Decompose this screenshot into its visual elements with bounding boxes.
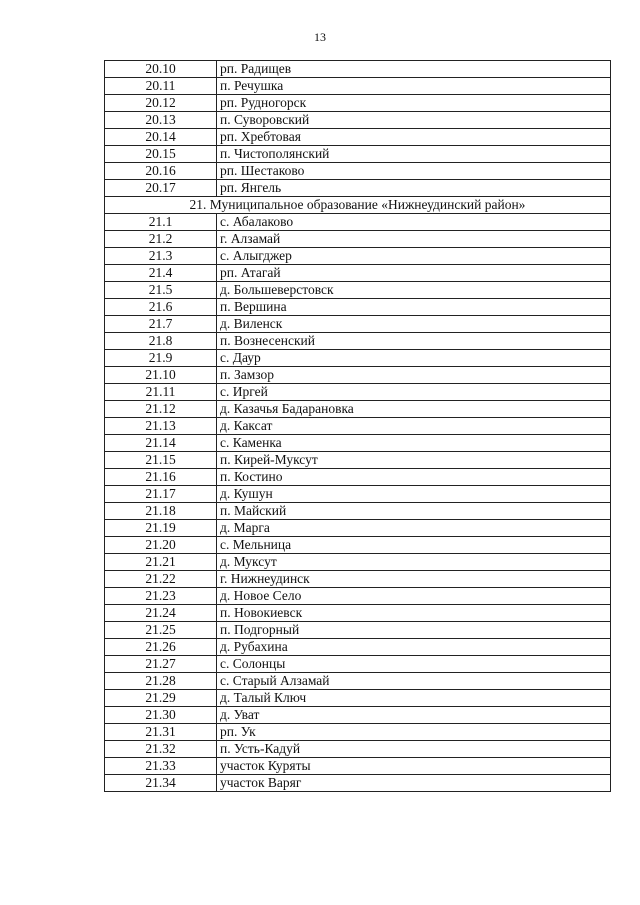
table-row [105,741,611,758]
settlement-name-cell: участок Куряты [217,758,611,775]
row-number-cell: 20.16 [105,163,217,180]
row-number-cell: 21.34 [105,775,217,792]
row-number-cell: 21.3 [105,248,217,265]
table-row [105,265,611,282]
settlement-name-cell: рп. Рудногорск [217,95,611,112]
table-row [105,350,611,367]
row-number-cell: 21.33 [105,758,217,775]
row-number-cell: 21.22 [105,571,217,588]
row-number-cell: 21.6 [105,299,217,316]
table-row [105,775,611,792]
row-number-cell: 21.26 [105,639,217,656]
settlement-name-cell: п. Кирей-Муксут [217,452,611,469]
row-number-cell: 20.14 [105,129,217,146]
settlement-name-cell: д. Кушун [217,486,611,503]
row-number-cell: 21.9 [105,350,217,367]
row-number-cell: 21.27 [105,656,217,673]
settlement-name-cell: п. Вершина [217,299,611,316]
table-row [105,520,611,537]
row-number-cell: 20.10 [105,61,217,78]
settlement-name-cell: участок Варяг [217,775,611,792]
settlement-name-cell: д. Марга [217,520,611,537]
settlement-name-cell: д. Казачья Бадарановка [217,401,611,418]
row-number-cell: 21.30 [105,707,217,724]
settlement-name-cell: рп. Шестаково [217,163,611,180]
table-row [105,401,611,418]
section-title: 21. Муниципальное образование «Нижнеудинский район» [105,197,611,214]
table-row [105,180,611,197]
table-row [105,248,611,265]
settlements-table-body [105,61,611,792]
row-number-cell: 21.20 [105,537,217,554]
table-row [105,112,611,129]
settlement-name-cell: п. Костино [217,469,611,486]
settlement-name-cell: с. Абалаково [217,214,611,231]
table-row [105,418,611,435]
row-number-cell: 21.12 [105,401,217,418]
settlement-name-cell: п. Суворовский [217,112,611,129]
table-row [105,299,611,316]
settlement-name-cell: с. Даур [217,350,611,367]
settlement-name-cell: д. Рубахина [217,639,611,656]
row-number-cell: 21.19 [105,520,217,537]
settlement-name-cell: д. Новое Село [217,588,611,605]
table-row [105,435,611,452]
row-number-cell: 20.13 [105,112,217,129]
settlement-name-cell: с. Каменка [217,435,611,452]
table-row [105,367,611,384]
table-row [105,571,611,588]
settlement-name-cell: п. Новокиевск [217,605,611,622]
row-number-cell: 21.4 [105,265,217,282]
table-row [105,384,611,401]
table-row [105,588,611,605]
table-row [105,146,611,163]
table-row [105,214,611,231]
row-number-cell: 21.14 [105,435,217,452]
settlement-name-cell: п. Речушка [217,78,611,95]
row-number-cell: 20.15 [105,146,217,163]
table-row [105,61,611,78]
row-number-cell: 21.10 [105,367,217,384]
row-number-cell: 21.2 [105,231,217,248]
row-number-cell: 21.7 [105,316,217,333]
table-row [105,707,611,724]
table-row [105,690,611,707]
table-row [105,622,611,639]
row-number-cell: 21.15 [105,452,217,469]
row-number-cell: 21.18 [105,503,217,520]
table-row [105,758,611,775]
settlement-name-cell: с. Старый Алзамай [217,673,611,690]
table-row [105,333,611,350]
row-number-cell: 21.24 [105,605,217,622]
settlement-name-cell: с. Мельница [217,537,611,554]
settlement-name-cell: д. Талый Ключ [217,690,611,707]
settlement-name-cell: д. Большеверстовск [217,282,611,299]
row-number-cell: 21.25 [105,622,217,639]
settlement-name-cell: рп. Янгель [217,180,611,197]
row-number-cell: 21.29 [105,690,217,707]
row-number-cell: 21.28 [105,673,217,690]
settlement-name-cell: с. Алыгджер [217,248,611,265]
table-row [105,673,611,690]
table-row [105,282,611,299]
settlement-name-cell: п. Подгорный [217,622,611,639]
page-number: 13 [314,30,326,44]
row-number-cell: 21.31 [105,724,217,741]
settlement-name-cell: п. Замзор [217,367,611,384]
settlement-name-cell: рп. Хребтовая [217,129,611,146]
table-row [105,95,611,112]
table-row [105,163,611,180]
table-row [105,469,611,486]
row-number-cell: 21.21 [105,554,217,571]
table-row [105,486,611,503]
row-number-cell: 21.5 [105,282,217,299]
table-row [105,316,611,333]
table-row [105,656,611,673]
settlement-name-cell: п. Вознесенский [217,333,611,350]
table-row [105,129,611,146]
row-number-cell: 21.16 [105,469,217,486]
table-row [105,605,611,622]
table-row [105,639,611,656]
row-number-cell: 21.23 [105,588,217,605]
settlement-name-cell: рп. Ук [217,724,611,741]
table-row [105,724,611,741]
table-row [105,503,611,520]
settlement-name-cell: п. Усть-Кадуй [217,741,611,758]
settlement-name-cell: с. Иргей [217,384,611,401]
row-number-cell: 21.8 [105,333,217,350]
row-number-cell: 21.17 [105,486,217,503]
settlement-name-cell: п. Чистополянский [217,146,611,163]
settlement-name-cell: с. Солонцы [217,656,611,673]
table-row [105,78,611,95]
settlement-name-cell: д. Уват [217,707,611,724]
table-row [105,554,611,571]
table-row [105,537,611,554]
section-header-row [105,197,611,214]
row-number-cell: 21.1 [105,214,217,231]
table-row [105,452,611,469]
row-number-cell: 20.11 [105,78,217,95]
row-number-cell: 20.12 [105,95,217,112]
row-number-cell: 21.11 [105,384,217,401]
settlement-name-cell: г. Нижнеудинск [217,571,611,588]
settlement-name-cell: д. Каксат [217,418,611,435]
table-row [105,231,611,248]
settlement-name-cell: рп. Радищев [217,61,611,78]
settlement-name-cell: п. Майский [217,503,611,520]
settlement-name-cell: д. Виленск [217,316,611,333]
settlement-name-cell: рп. Атагай [217,265,611,282]
settlements-table [104,60,611,792]
settlement-name-cell: г. Алзамай [217,231,611,248]
row-number-cell: 21.32 [105,741,217,758]
settlement-name-cell: д. Муксут [217,554,611,571]
row-number-cell: 20.17 [105,180,217,197]
row-number-cell: 21.13 [105,418,217,435]
